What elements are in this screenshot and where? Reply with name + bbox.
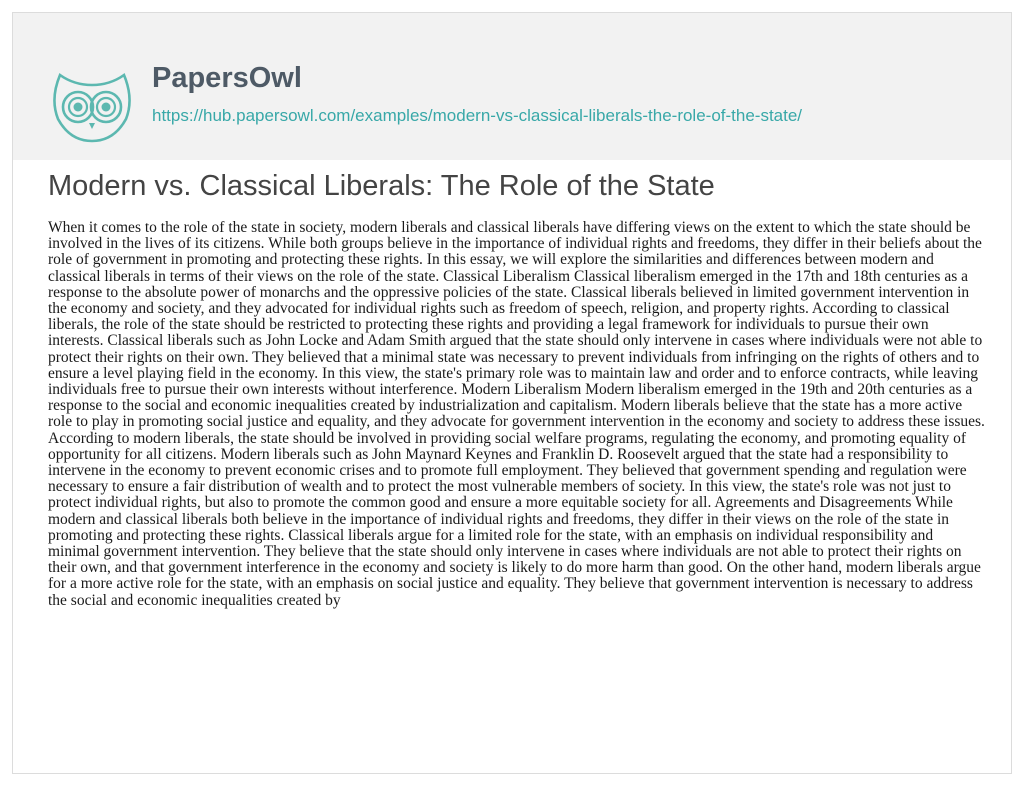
essay-title: Modern vs. Classical Liberals: The Role of the State	[48, 170, 715, 202]
source-url-link[interactable]: https://hub.papersowl.com/examples/modern-vs-classical-liberals-the-role-of-the-state/	[152, 106, 803, 125]
brand-name: PapersOwl	[152, 62, 302, 94]
essay-body: When it comes to the role of the state in society, modern liberals and classical liberals have differing views on the extent to which the state should be involved in the lives of its citizens. While both groups believe in the importance of individual rights and freedoms, they differ in their beliefs about the role of government in promoting and protecting these rights. In this essay, we will explore the similarities and differences between modern and classical liberals in terms of their views on the role of the state. Classical Liberalism Classical liberalism emerged in the 17th and 18th centuries as a response to the absolute power of monarchs and the oppressive policies of the state. Classical liberals believed in limited government intervention in the economy and society, and they advocated for individual rights such as freedom of speech, religion, and property rights. According to classical liberals, the role of the state should be restricted to protecting these rights and providing a legal framework for individuals to pursue their own interests. Classical liberals such as John Locke and Adam Smith argued that the state should only intervene in cases where individuals were not able to protect their rights on their own. They believed that a minimal state was necessary to prevent individuals from infringing on the rights of others and to ensure a level playing field in the economy. In this view, the state's primary role was to maintain law and order and to enforce contracts, while leaving individuals free to pursue their own interests without interference. Modern Liberalism Modern liberalism emerged in the 19th and 20th centuries as a response to the social and economic inequalities created by industrialization and capitalism. Modern liberals believe that the state has a more active role to play in promoting social justice and equality, and they advocate for government intervention in the economy and society to address these issues. According to modern liberals, the state should be involved in providing social welfare programs, regulating the economy, and promoting equality of opportunity for all citizens. Modern liberals such as John Maynard Keynes and Franklin D. Roosevelt argued that the state had a responsibility to intervene in the economy to prevent economic crises and to promote full employment. They believed that government spending and regulation were necessary to ensure a fair distribution of wealth and to protect the most vulnerable members of society. In this view, the state's role was not just to protect individual rights, but also to promote the common good and ensure a more equitable society for all. Agreements and Disagreements While modern and classical liberals both believe in the importance of individual rights and freedoms, they differ in their views on the role of the state in promoting and protecting these rights. Classical liberals argue for a limited role for the state, with an emphasis on individual responsibility and minimal government intervention. They believe that the state should only intervene in cases where individuals are not able to protect their rights on their own, and that government interference in the economy and society is likely to do more harm than good. On the other hand, modern liberals argue for a more active role for the state, with an emphasis on social justice and equality. They believe that government intervention is necessary to address the social and economic inequalities created by	[48, 219, 985, 609]
owl-logo-icon	[48, 67, 136, 145]
